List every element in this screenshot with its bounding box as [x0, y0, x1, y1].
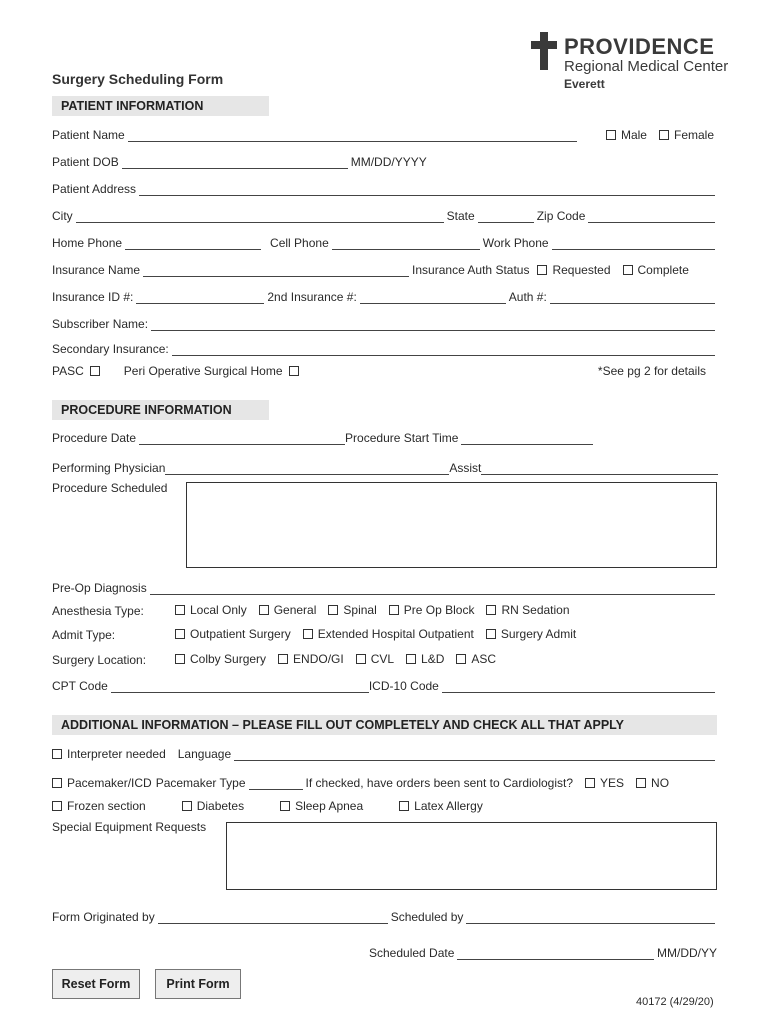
- auth-num-field[interactable]: [550, 292, 715, 304]
- home-phone-label: Home Phone: [52, 236, 123, 250]
- yes-checkbox[interactable]: [585, 778, 595, 788]
- insurance-auth-label: Insurance Auth Status: [412, 263, 530, 277]
- logo-subtitle: Regional Medical Center: [564, 58, 729, 75]
- language-field[interactable]: [234, 749, 715, 761]
- surgery-admit-label: Surgery Admit: [500, 627, 577, 641]
- local-only-label: Local Only: [190, 603, 247, 617]
- insurance-name-label: Insurance Name: [52, 263, 141, 277]
- zip-label: Zip Code: [536, 209, 586, 223]
- print-form-button[interactable]: Print Form: [155, 969, 241, 999]
- sleep-apnea-checkbox[interactable]: [280, 801, 290, 811]
- cell-phone-field[interactable]: [332, 238, 480, 250]
- extended-outpatient-checkbox[interactable]: [303, 629, 313, 639]
- insurance-id-label: Insurance ID #:: [52, 290, 134, 304]
- requested-checkbox[interactable]: [537, 265, 547, 275]
- male-label: Male: [620, 128, 647, 142]
- requested-label: Requested: [552, 263, 611, 277]
- location-label: Surgery Location:: [52, 653, 147, 667]
- scheduled-date-field[interactable]: [457, 948, 654, 960]
- frozen-section-checkbox[interactable]: [52, 801, 62, 811]
- city-row: [52, 207, 718, 223]
- preop-row: [52, 579, 718, 595]
- frozen-section-label: Frozen section: [67, 799, 146, 813]
- physician-field[interactable]: [165, 463, 449, 475]
- start-time-field[interactable]: [461, 433, 593, 445]
- procedure-info-heading: PROCEDURE INFORMATION: [52, 400, 269, 420]
- preop-label: Pre-Op Diagnosis: [52, 581, 147, 595]
- city-field[interactable]: [76, 211, 444, 223]
- scheduled-by-field[interactable]: [466, 912, 715, 924]
- subscriber-label: Subscriber Name:: [52, 317, 149, 331]
- address-label: Patient Address: [52, 182, 137, 196]
- phone-row: [52, 234, 718, 250]
- outpatient-surgery-label: Outpatient Surgery: [190, 627, 291, 641]
- form-number: 40172 (4/29/20): [636, 996, 714, 1008]
- reset-form-button[interactable]: Reset Form: [52, 969, 140, 999]
- insurance-id-row: [52, 288, 718, 304]
- insurance-id-field[interactable]: [136, 292, 264, 304]
- extended-outpatient-label: Extended Hospital Outpatient: [317, 627, 474, 641]
- local-only-checkbox[interactable]: [175, 605, 185, 615]
- dob-row: [52, 153, 718, 169]
- female-checkbox[interactable]: [659, 130, 669, 140]
- state-label: State: [446, 209, 475, 223]
- zip-field[interactable]: [588, 211, 715, 223]
- preop-field[interactable]: [150, 583, 715, 595]
- spinal-label: Spinal: [343, 603, 377, 617]
- auth-num-label: Auth #:: [508, 290, 547, 304]
- asc-label: ASC: [471, 652, 497, 666]
- scheduled-by-label: Scheduled by: [390, 910, 464, 924]
- general-checkbox[interactable]: [259, 605, 269, 615]
- cross-icon: [531, 32, 557, 70]
- l-and-d-label: L&D: [421, 652, 445, 666]
- pasc-checkbox[interactable]: [90, 366, 100, 376]
- surgery-admit-checkbox[interactable]: [486, 629, 496, 639]
- address-field[interactable]: [139, 184, 715, 196]
- originated-label: Form Originated by: [52, 910, 155, 924]
- diabetes-checkbox[interactable]: [182, 801, 192, 811]
- physician-label: Performing Physician: [52, 461, 166, 475]
- logo-location: Everett: [564, 77, 605, 91]
- special-equipment-box[interactable]: [226, 822, 717, 890]
- endo-gi-label: ENDO/GI: [293, 652, 344, 666]
- complete-checkbox[interactable]: [623, 265, 633, 275]
- patient-name-label: Patient Name: [52, 128, 125, 142]
- procedure-scheduled-box[interactable]: [186, 482, 717, 568]
- insurance-row: [52, 261, 718, 277]
- male-checkbox[interactable]: [606, 130, 616, 140]
- secondary-insurance-label: Secondary Insurance:: [52, 342, 169, 356]
- pasc-row: [52, 362, 718, 378]
- scheduled-date-row: [369, 944, 717, 960]
- general-label: General: [273, 603, 317, 617]
- no-checkbox[interactable]: [636, 778, 646, 788]
- cardiologist-label: If checked, have orders been sent to Cardiologist?: [305, 776, 574, 790]
- icd-label: ICD-10 Code: [368, 679, 439, 693]
- l-and-d-checkbox[interactable]: [406, 654, 416, 664]
- patient-name-field[interactable]: [128, 130, 577, 142]
- pacemaker-row: [52, 774, 718, 790]
- dob-field[interactable]: [122, 157, 348, 169]
- latex-allergy-checkbox[interactable]: [399, 801, 409, 811]
- diabetes-label: Diabetes: [196, 799, 245, 813]
- pre-op-block-checkbox[interactable]: [389, 605, 399, 615]
- cpt-field[interactable]: [111, 681, 369, 693]
- outpatient-surgery-checkbox[interactable]: [175, 629, 185, 639]
- anesthesia-label: Anesthesia Type:: [52, 604, 144, 618]
- colby-surgery-checkbox[interactable]: [175, 654, 185, 664]
- pre-op-block-label: Pre Op Block: [403, 603, 475, 617]
- peri-op-checkbox[interactable]: [289, 366, 299, 376]
- patient-info-heading: PATIENT INFORMATION: [52, 96, 269, 116]
- endo-gi-checkbox[interactable]: [278, 654, 288, 664]
- rn-sedation-label: RN Sedation: [501, 603, 570, 617]
- colby-surgery-label: Colby Surgery: [190, 652, 267, 666]
- scheduled-date-format: MM/DD/YY: [657, 946, 717, 960]
- second-insurance-label: 2nd Insurance #:: [267, 290, 357, 304]
- procedure-date-row: [52, 429, 718, 445]
- dob-format: MM/DD/YYYY: [350, 155, 427, 169]
- additional-info-heading: ADDITIONAL INFORMATION – PLEASE FILL OUT COMPLETELY AND CHECK ALL THAT APPLY: [52, 715, 717, 735]
- conditions-row: [52, 799, 495, 813]
- secondary-insurance-field[interactable]: [172, 344, 715, 356]
- complete-label: Complete: [637, 263, 689, 277]
- cpt-row: [52, 677, 718, 693]
- icd-field[interactable]: [442, 681, 715, 693]
- originated-row: [52, 908, 718, 924]
- anesthesia-options: [175, 603, 582, 617]
- subscriber-field[interactable]: [151, 319, 715, 331]
- cvl-checkbox[interactable]: [356, 654, 366, 664]
- pacemaker-label: Pacemaker/ICD: [67, 776, 152, 790]
- spinal-checkbox[interactable]: [328, 605, 338, 615]
- second-insurance-field[interactable]: [360, 292, 506, 304]
- insurance-name-field[interactable]: [143, 265, 409, 277]
- no-label: NO: [651, 776, 670, 790]
- procedure-date-field[interactable]: [139, 433, 345, 445]
- procedure-scheduled-label: Procedure Scheduled: [52, 481, 168, 495]
- state-field[interactable]: [478, 211, 534, 223]
- admit-options: [175, 627, 588, 641]
- location-options: [175, 652, 508, 666]
- cell-phone-label: Cell Phone: [270, 236, 329, 250]
- procedure-date-label: Procedure Date: [52, 431, 137, 445]
- peri-op-label: Peri Operative Surgical Home: [123, 364, 283, 378]
- sleep-apnea-label: Sleep Apnea: [295, 799, 364, 813]
- dob-label: Patient DOB: [52, 155, 119, 169]
- see-pg-note: *See pg 2 for details: [597, 364, 706, 378]
- rn-sedation-checkbox[interactable]: [486, 605, 496, 615]
- subscriber-row: [52, 315, 718, 331]
- scheduled-date-label: Scheduled Date: [369, 946, 455, 960]
- secondary-insurance-row: [52, 340, 718, 356]
- special-equipment-label: Special Equipment Requests: [52, 820, 207, 834]
- interpreter-row: [52, 745, 718, 761]
- address-row: [52, 180, 718, 196]
- city-label: City: [52, 209, 73, 223]
- language-label: Language: [177, 747, 232, 761]
- female-label: Female: [673, 128, 714, 142]
- form-title: Surgery Scheduling Form: [52, 71, 224, 87]
- cpt-label: CPT Code: [52, 679, 108, 693]
- patient-name-row: [52, 126, 718, 142]
- admit-label: Admit Type:: [52, 628, 116, 642]
- start-time-label: Procedure Start Time: [345, 431, 459, 445]
- logo-name: PROVIDENCE: [564, 34, 715, 59]
- assist-field[interactable]: [481, 463, 718, 475]
- work-phone-label: Work Phone: [482, 236, 549, 250]
- pacemaker-checkbox[interactable]: [52, 778, 62, 788]
- pacemaker-type-label: Pacemaker Type: [155, 776, 246, 790]
- work-phone-field[interactable]: [552, 238, 715, 250]
- asc-checkbox[interactable]: [456, 654, 466, 664]
- latex-allergy-label: Latex Allergy: [414, 799, 483, 813]
- interpreter-label: Interpreter needed: [67, 747, 166, 761]
- pacemaker-type-field[interactable]: [249, 778, 303, 790]
- assist-label: Assist: [449, 461, 482, 475]
- interpreter-checkbox[interactable]: [52, 749, 62, 759]
- cvl-label: CVL: [370, 652, 395, 666]
- home-phone-field[interactable]: [125, 238, 261, 250]
- pasc-label: PASC: [52, 364, 84, 378]
- physician-row: [52, 459, 718, 475]
- yes-label: YES: [600, 776, 625, 790]
- originated-field[interactable]: [158, 912, 388, 924]
